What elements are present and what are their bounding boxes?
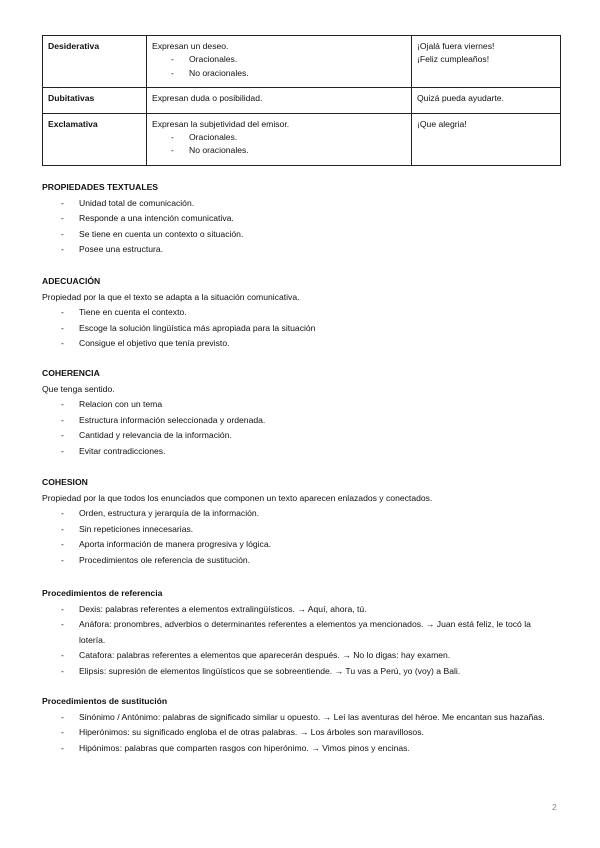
list-item: - Catafora: palabras referentes a elementos que aparecerán después. → No lo digas: hay examen. bbox=[42, 648, 557, 664]
example-text: ¡Que alegria! bbox=[417, 118, 467, 129]
table-row bbox=[43, 88, 561, 113]
list-item: - Sinónimo / Antónimo: palabras de significado similar u opuesto. → Leí las aventuras del héroe. Me encantan sus hazañas. bbox=[42, 710, 557, 726]
section-intro: Que tenga sentido. bbox=[42, 383, 115, 394]
bullet-list bbox=[42, 196, 557, 258]
list-item: - Responde a una intención comunicativa. bbox=[42, 211, 557, 227]
section-heading: PROPIEDADES TEXTUALES bbox=[42, 182, 159, 192]
sentence-types-table bbox=[42, 35, 561, 166]
example-text: ¡Ojalá fuera viernes! bbox=[417, 41, 495, 51]
example-text: Quizá pueda ayudarte. bbox=[417, 93, 504, 104]
list-item: - Oracionales. bbox=[152, 53, 406, 66]
list-item: - Sin repeticiones innecesarias. bbox=[42, 522, 557, 538]
section-heading: ADECUACIÓN bbox=[42, 276, 101, 286]
list-item: - Hipónimos: palabras que comparten rasgos con hiperónimo. → Vimos pinos y encinas. bbox=[42, 741, 557, 757]
list-item: - Oracionales. bbox=[152, 131, 406, 144]
section-cohesion bbox=[42, 475, 557, 568]
table-row bbox=[43, 36, 561, 88]
list-item: - No oracionales. bbox=[152, 144, 406, 157]
bullet-list bbox=[42, 506, 557, 568]
list-item: - Consigue el objetivo que tenía previsto. bbox=[42, 336, 557, 352]
description-text: Expresan duda o posibilidad. bbox=[152, 93, 263, 104]
type-cell: Dubitativas bbox=[43, 88, 147, 113]
bullet-list bbox=[42, 305, 557, 352]
example-cell bbox=[412, 36, 561, 88]
section-coherencia bbox=[42, 366, 557, 459]
list-item: - Cantidad y relevancia de la información. bbox=[42, 428, 557, 444]
section-heading: Procedimientos de referencia bbox=[42, 588, 163, 598]
list-item: - Unidad total de comunicación. bbox=[42, 196, 557, 212]
list-item: - Se tiene en cuenta un contexto o situación. bbox=[42, 227, 557, 243]
list-item: - Evitar contradicciones. bbox=[42, 444, 557, 460]
list-item: - Dexis: palabras referentes a elementos extralingüísticos. → Aquí, ahora, tú. bbox=[42, 602, 557, 618]
section-referencia bbox=[42, 586, 557, 679]
section-intro: Propiedad por la que todos los enunciados que componen un texto aparecen enlazados y conectados. bbox=[42, 492, 433, 503]
list-item: - Relacion con un tema bbox=[42, 397, 557, 413]
list-item: - Posee una estructura. bbox=[42, 242, 557, 258]
section-heading: COHERENCIA bbox=[42, 368, 100, 378]
list-item: - No oracionales. bbox=[152, 67, 406, 80]
list-item: - Estructura información seleccionada y ordenada. bbox=[42, 413, 557, 429]
sub-list bbox=[152, 131, 406, 158]
sub-list bbox=[152, 53, 406, 80]
table-row bbox=[43, 113, 561, 165]
bullet-list bbox=[42, 710, 557, 757]
list-item: - Escoge la solución lingüística más apropiada para la situación bbox=[42, 321, 557, 337]
bullet-list bbox=[42, 602, 557, 680]
description-text: Expresan un deseo. bbox=[152, 41, 229, 51]
example-cell bbox=[412, 88, 561, 113]
section-heading: Procedimientos de sustitución bbox=[42, 696, 168, 706]
page-number: 2 bbox=[552, 802, 557, 812]
list-item: - Procedimientos ole referencia de sustitución. bbox=[42, 553, 557, 569]
list-item: - Orden, estructura y jerarquía de la información. bbox=[42, 506, 557, 522]
description-cell bbox=[147, 88, 412, 113]
section-adecuacion bbox=[42, 274, 557, 352]
description-text: Expresan la subjetividad del emisor. bbox=[152, 118, 290, 129]
example-cell bbox=[412, 113, 561, 165]
list-item: - Hiperónimos: su significado engloba el de otras palabras. → Los árboles son maravillosos. bbox=[42, 725, 557, 741]
list-item: - Anáfora: pronombres, adverbios o determinantes referentes a elementos ya mencionados. → Juan está feliz, le tocó la lotería. bbox=[42, 617, 557, 648]
list-item: - Tiene en cuenta el contexto. bbox=[42, 305, 557, 321]
type-cell: Exclamativa bbox=[43, 113, 147, 165]
example-text: ¡Feliz cumpleaños! bbox=[417, 54, 490, 65]
list-item: - Elipsis: supresión de elementos lingüísticos que se sobreentiende. → Tu vas a Perú, yo (voy) a Bali. bbox=[42, 664, 557, 680]
section-heading: COHESION bbox=[42, 477, 88, 487]
section-intro: Propiedad por la que el texto se adapta a la situación comunicativa. bbox=[42, 291, 300, 302]
description-cell bbox=[147, 36, 412, 88]
description-cell bbox=[147, 113, 412, 165]
bullet-list bbox=[42, 397, 557, 459]
section-sustitucion bbox=[42, 694, 557, 756]
list-item: - Aporta información de manera progresiva y lógica. bbox=[42, 537, 557, 553]
type-cell: Desiderativa bbox=[43, 36, 147, 88]
section-propiedades bbox=[42, 180, 557, 258]
